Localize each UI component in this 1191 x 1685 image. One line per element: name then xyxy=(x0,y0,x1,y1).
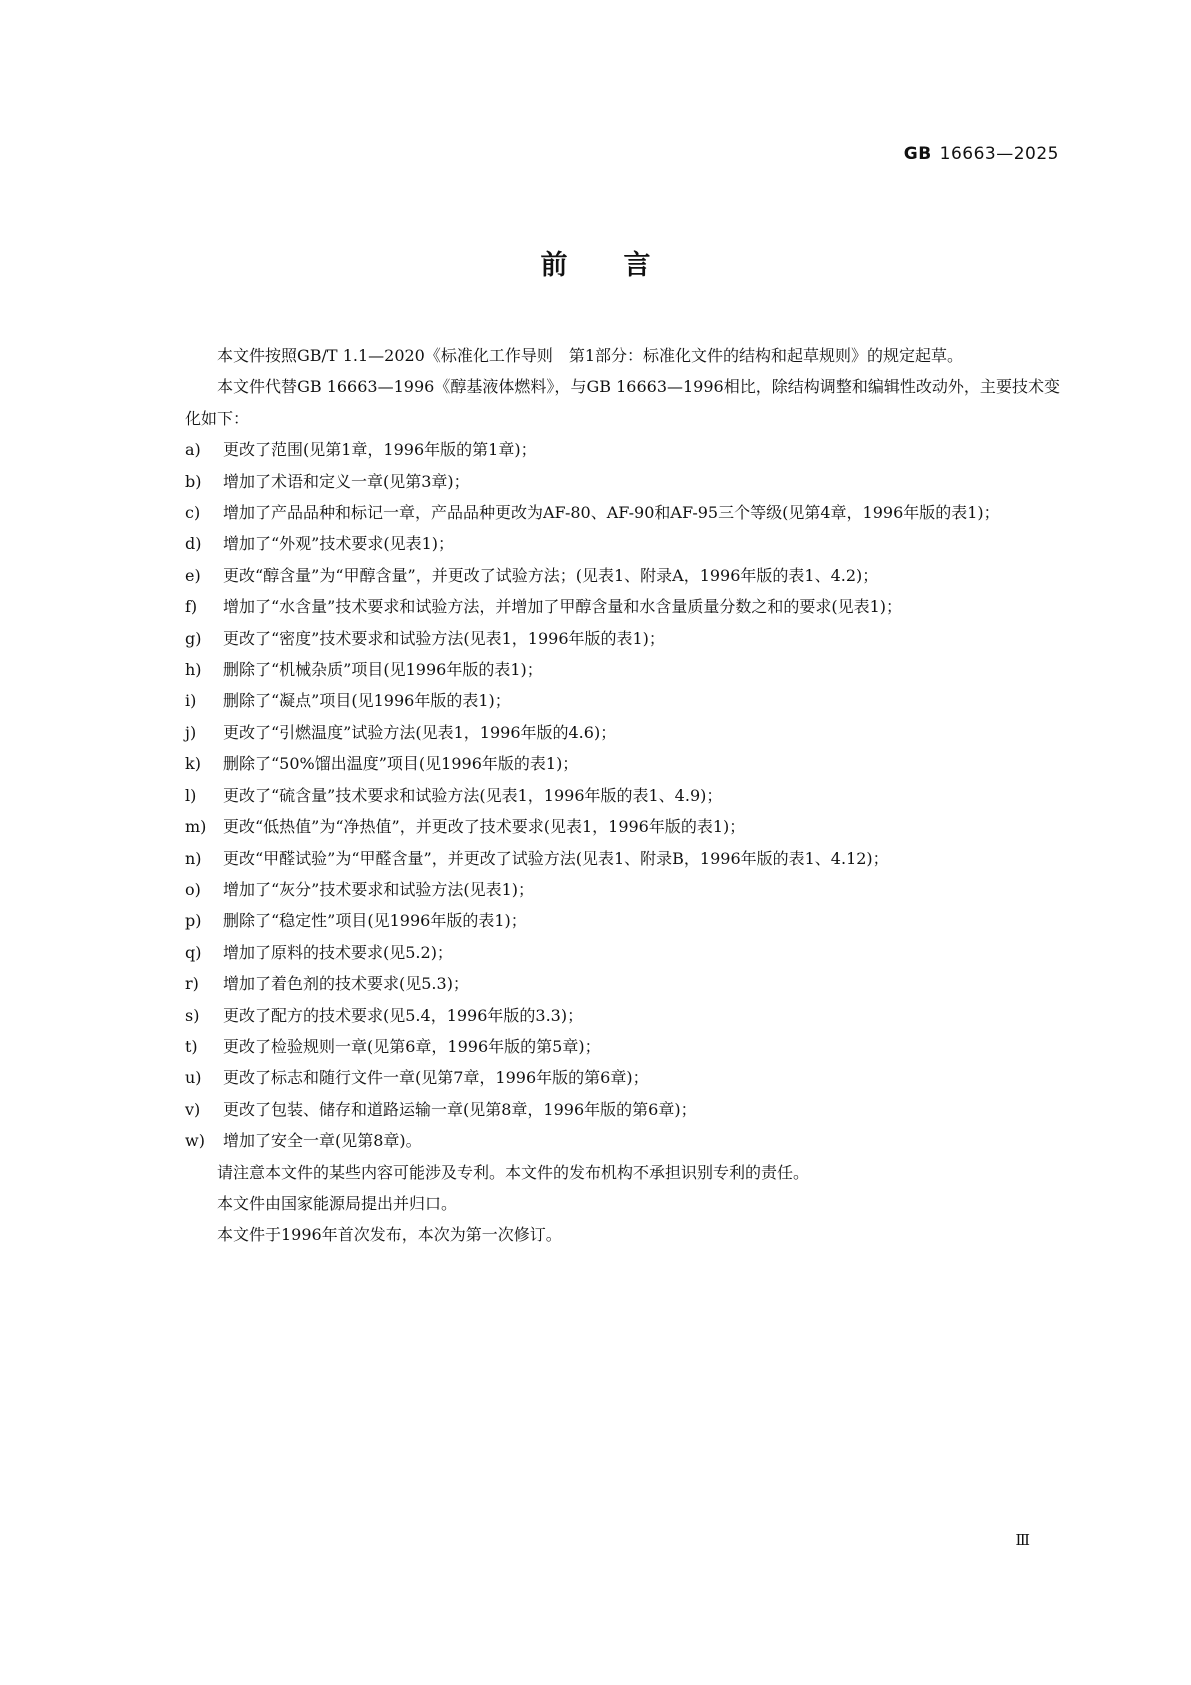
list-text: 增加了“灰分”技术要求和试验方法(见表1)； xyxy=(223,879,535,899)
standard-prefix: GB xyxy=(903,144,932,164)
list-item xyxy=(185,560,1060,591)
list-text: 更改了“密度”技术要求和试验方法(见表1，1996年版的表1)； xyxy=(223,628,665,648)
closing-paragraph-proposer: 本文件由国家能源局提出并归口。 xyxy=(217,1193,458,1213)
standard-code xyxy=(904,144,1059,164)
list-item xyxy=(185,717,1060,748)
list-text: 更改了配方的技术要求(见5.4，1996年版的3.3)； xyxy=(223,1005,584,1025)
list-text: 增加了术语和定义一章(见第3章)； xyxy=(223,471,470,491)
list-marker: n) xyxy=(185,848,202,868)
list-marker: w) xyxy=(185,1131,205,1151)
list-item xyxy=(185,434,1060,465)
list-marker: g) xyxy=(185,628,202,648)
list-marker: l) xyxy=(185,785,197,805)
list-text: 增加了产品品种和标记一章，产品品种更改为AF-80、AF-90和AF-95三个等级(见第4章，1996年版的表1)； xyxy=(223,503,1000,523)
list-item xyxy=(185,811,1060,842)
list-text: 删除了“50%馏出温度”项目(见1996年版的表1)； xyxy=(223,754,579,774)
list-text: 删除了“稳定性”项目(见1996年版的表1)； xyxy=(223,911,527,931)
list-marker: f) xyxy=(185,597,198,617)
list-item xyxy=(185,623,1060,654)
list-text: 增加了安全一章(见第8章)。 xyxy=(223,1131,422,1151)
foreword-body xyxy=(185,340,1060,1251)
list-text: 删除了“凝点”项目(见1996年版的表1)； xyxy=(223,691,511,711)
list-item xyxy=(185,905,1060,936)
list-item xyxy=(185,1094,1060,1125)
list-text: 更改了“引燃温度”试验方法(见表1，1996年版的4.6)； xyxy=(223,722,617,742)
list-marker: h) xyxy=(185,660,202,680)
list-marker: r) xyxy=(185,974,199,994)
list-item xyxy=(185,780,1060,811)
title-char-2: 言 xyxy=(623,250,651,281)
list-text: 更改了“硫含量”技术要求和试验方法(见表1，1996年版的表1、4.9)； xyxy=(223,785,723,805)
list-marker: u) xyxy=(185,1068,202,1088)
list-marker: q) xyxy=(185,942,202,962)
page-number: Ⅲ xyxy=(1015,1531,1030,1549)
list-item xyxy=(185,874,1060,905)
list-marker: p) xyxy=(185,911,202,931)
list-text: 更改了包装、储存和道路运输一章(见第8章，1996年版的第6章)； xyxy=(223,1099,697,1119)
list-text: 更改“甲醛试验”为“甲醛含量”，并更改了试验方法(见表1、附录B，1996年版的表1、4.12)； xyxy=(223,848,889,868)
list-marker: c) xyxy=(185,503,201,523)
list-item xyxy=(185,654,1060,685)
changes-list xyxy=(185,434,1060,1156)
list-text: 增加了“外观”技术要求(见表1)； xyxy=(223,534,455,554)
page-title xyxy=(0,243,1191,282)
list-text: 更改“醇含量”为“甲醇含量”，并更改了试验方法；(见表1、附录A，1996年版的表1、4.2)； xyxy=(223,565,879,585)
list-marker: i) xyxy=(185,691,197,711)
intro-paragraph-1: 本文件按照GB/T 1.1—2020《标准化工作导则 第1部分：标准化文件的结构和起草规则》的规定起草。 xyxy=(217,346,964,365)
list-marker: k) xyxy=(185,754,201,774)
list-text: 增加了原料的技术要求(见5.2)； xyxy=(223,942,453,962)
list-marker: s) xyxy=(185,1005,200,1025)
list-item xyxy=(185,466,1060,497)
intro-paragraph-2: 本文件代替GB 16663—1996《醇基液体燃料》，与GB 16663—1996相比，除结构调整和编辑性改动外，主要技术变化如下： xyxy=(185,377,1060,428)
closing-paragraph-history: 本文件于1996年首次发布，本次为第一次修订。 xyxy=(217,1225,562,1245)
list-marker: v) xyxy=(185,1099,201,1119)
list-item xyxy=(185,968,1060,999)
list-item xyxy=(185,591,1060,622)
list-marker: t) xyxy=(185,1036,198,1056)
list-marker: j) xyxy=(185,722,197,742)
list-text: 增加了“水含量”技术要求和试验方法，并增加了甲醇含量和水含量质量分数之和的要求(见表1)； xyxy=(223,597,903,617)
closing-paragraph-patent: 请注意本文件的某些内容可能涉及专利。本文件的发布机构不承担识别专利的责任。 xyxy=(217,1162,810,1182)
title-char-1: 前 xyxy=(540,250,568,281)
list-item xyxy=(185,497,1060,528)
list-text: 更改“低热值”为“净热值”，并更改了技术要求(见表1，1996年版的表1)； xyxy=(223,817,746,837)
list-item xyxy=(185,1031,1060,1062)
list-text: 删除了“机械杂质”项目(见1996年版的表1)； xyxy=(223,660,543,680)
list-item xyxy=(185,685,1060,716)
list-text: 更改了范围(见第1章，1996年版的第1章)； xyxy=(223,440,537,460)
list-item xyxy=(185,748,1060,779)
list-marker: b) xyxy=(185,471,202,491)
list-text: 更改了检验规则一章(见第6章，1996年版的第5章)； xyxy=(223,1036,601,1056)
list-item xyxy=(185,1062,1060,1093)
list-item xyxy=(185,843,1060,874)
list-marker: o) xyxy=(185,879,201,899)
list-item xyxy=(185,528,1060,559)
list-marker: a) xyxy=(185,440,201,460)
list-item xyxy=(185,1125,1060,1156)
list-item xyxy=(185,937,1060,968)
list-text: 增加了着色剂的技术要求(见5.3)； xyxy=(223,974,469,994)
list-text: 更改了标志和随行文件一章(见第7章，1996年版的第6章)； xyxy=(223,1068,649,1088)
standard-number: 16663—2025 xyxy=(939,144,1059,164)
list-item xyxy=(185,1000,1060,1031)
list-marker: e) xyxy=(185,565,201,585)
list-marker: m) xyxy=(185,817,207,837)
list-marker: d) xyxy=(185,534,202,554)
